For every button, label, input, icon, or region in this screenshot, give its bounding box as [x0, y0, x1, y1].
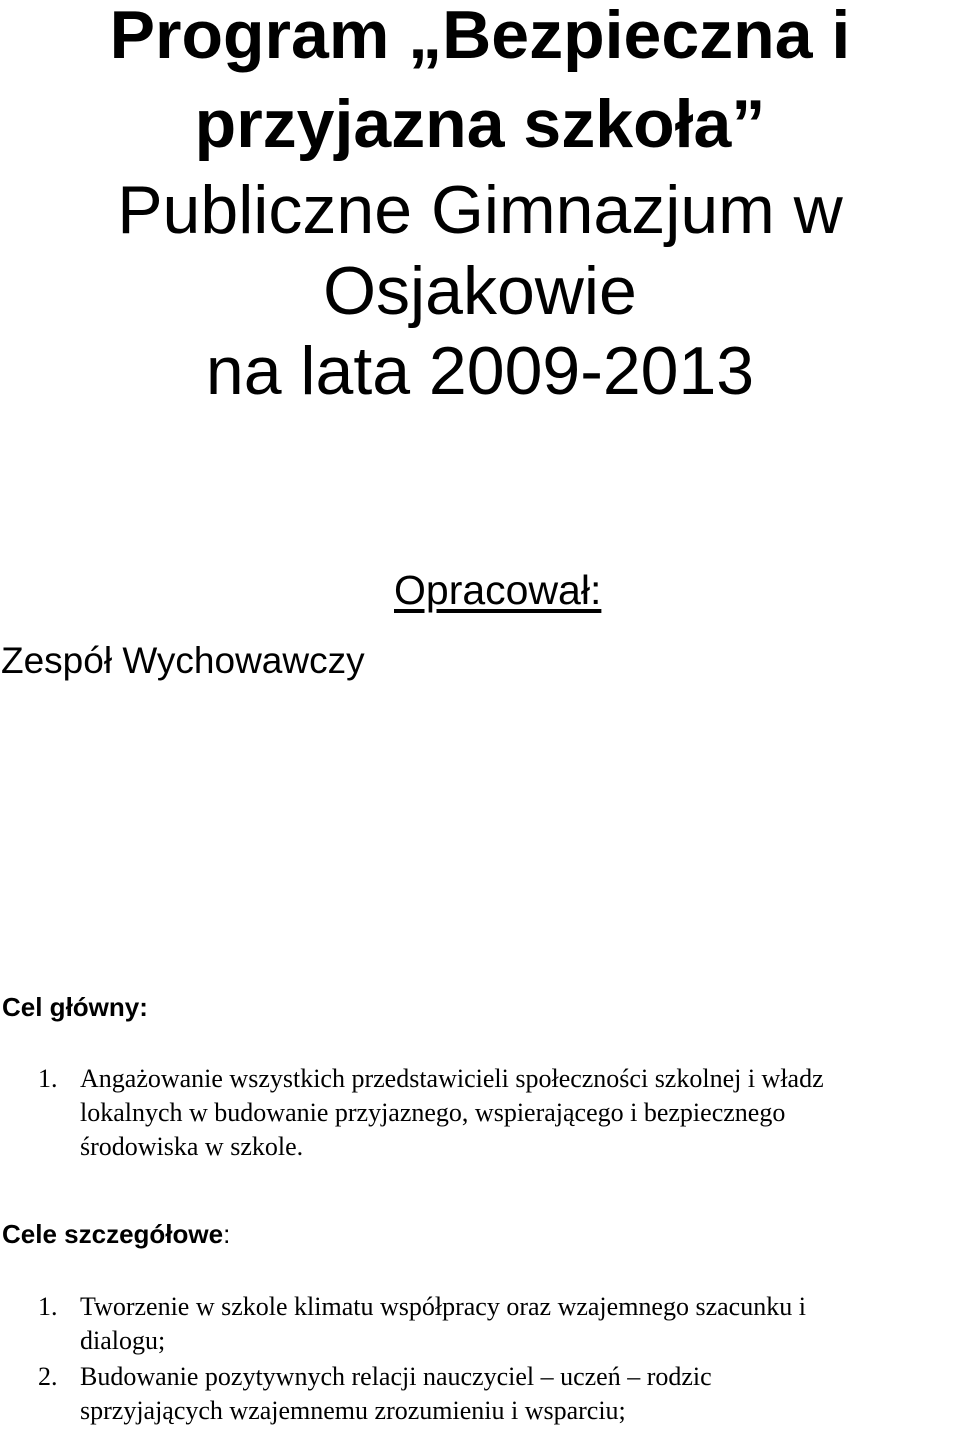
- detailed-goals-heading-text: Cele szczegółowe: [2, 1219, 224, 1249]
- title-line-2: przyjazna szkoła”: [194, 86, 766, 162]
- main-goal-item-line: środowiska w szkole.: [80, 1132, 304, 1161]
- main-goal-heading: Cel główny:: [2, 992, 148, 1022]
- prepared-by-label: Opracował:: [394, 567, 602, 613]
- detailed-goal-item-number: 1.: [38, 1292, 58, 1321]
- title-line-5: na lata 2009-2013: [205, 333, 755, 409]
- detailed-goals-heading-colon: :: [223, 1219, 231, 1249]
- detailed-goals-heading: [2, 1218, 230, 1250]
- prepared-by-author: Zespół Wychowawczy: [1, 640, 365, 681]
- detailed-goal-item-line: dialogu;: [80, 1326, 166, 1355]
- main-goal-item-line: Angażowanie wszystkich przedstawicieli społeczności szkolnej i władz: [80, 1064, 824, 1093]
- title-line-4: Osjakowie: [323, 253, 637, 329]
- main-goal-item-line: lokalnych w budowanie przyjaznego, wspierającego i bezpiecznego: [80, 1098, 786, 1127]
- detailed-goal-item-line: Tworzenie w szkole klimatu współpracy oraz wzajemnego szacunku i: [80, 1292, 806, 1321]
- main-goal-item-number: 1.: [38, 1064, 58, 1093]
- detailed-goal-item-number: 2.: [38, 1362, 58, 1391]
- detailed-goal-item-line: Budowanie pozytywnych relacji nauczyciel – uczeń – rodzic: [80, 1362, 712, 1391]
- title-line-1: Program „Bezpieczna i: [109, 0, 851, 73]
- detailed-goal-item-line: sprzyjających wzajemnemu zrozumieniu i wsparciu;: [80, 1396, 626, 1425]
- title-line-3: Publiczne Gimnazjum w: [117, 172, 843, 248]
